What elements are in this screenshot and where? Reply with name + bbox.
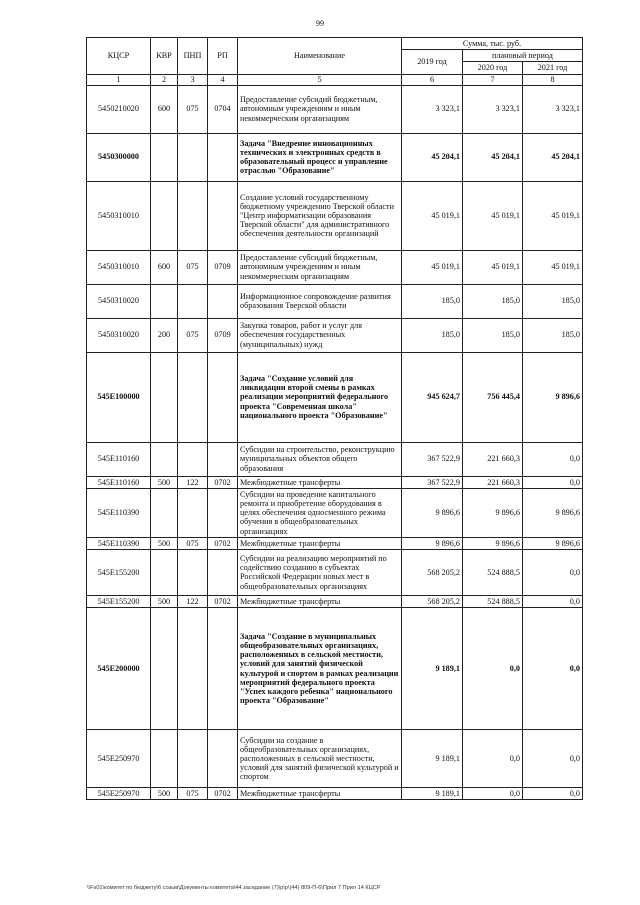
cell-2021: 9 896,6 [523, 488, 583, 537]
cell-name: Задача "Внедрение инновационных технических и электронных средств в образовательный процесс и управление отраслью "Образование" [238, 133, 402, 181]
cell-kvr: 600 [151, 85, 178, 133]
cell-rp [208, 608, 238, 730]
cell-kcsr: 545E250970 [87, 730, 151, 788]
header-kvr: КВР [151, 38, 178, 75]
table-row [87, 788, 583, 800]
cell-2021: 0,0 [523, 595, 583, 607]
cell-kvr: 500 [151, 537, 178, 549]
cell-kcsr: 545E110390 [87, 488, 151, 537]
table-header [87, 38, 583, 86]
budget-table [86, 37, 583, 800]
cell-kcsr: 5450210020 [87, 85, 151, 133]
cell-kvr [151, 730, 178, 788]
cell-rp [208, 549, 238, 595]
table-row [87, 250, 583, 284]
cell-2020: 9 896,6 [463, 537, 523, 549]
cell-2021: 185,0 [523, 318, 583, 352]
cell-rp [208, 442, 238, 476]
table-row [87, 352, 583, 442]
header-2021: 2021 год [523, 62, 583, 74]
cell-rp [208, 352, 238, 442]
cell-2021: 9 896,6 [523, 352, 583, 442]
cell-kcsr: 5450310010 [87, 181, 151, 250]
cell-name: Субсидии на создание в общеобразовательных организациях, расположенных в сельской местности, условий для занятий физической культурой и спортом [238, 730, 402, 788]
table-row [87, 133, 583, 181]
cell-pnp: 075 [178, 318, 208, 352]
cell-kvr: 600 [151, 250, 178, 284]
table-row [87, 549, 583, 595]
header-pnp: ПНП [178, 38, 208, 75]
cell-name: Субсидии на проведение капитального ремонта и приобретение оборудования в целях обеспечения односменного режима обучения в общеобразовательных организациях [238, 488, 402, 537]
cell-2020: 524 888,5 [463, 549, 523, 595]
table-row [87, 284, 583, 318]
cell-pnp [178, 488, 208, 537]
cell-2019: 185,0 [402, 284, 463, 318]
cell-kcsr: 545E110390 [87, 537, 151, 549]
table-row [87, 181, 583, 250]
column-number: 8 [523, 74, 583, 85]
cell-rp: 0702 [208, 537, 238, 549]
table-row [87, 595, 583, 607]
cell-pnp [178, 730, 208, 788]
cell-kcsr: 545E250970 [87, 788, 151, 800]
cell-pnp: 122 [178, 595, 208, 607]
cell-name: Межбюджетные трансферты [238, 537, 402, 549]
table-row [87, 608, 583, 730]
table-row [87, 730, 583, 788]
cell-2019: 45 019,1 [402, 181, 463, 250]
cell-name: Межбюджетные трансферты [238, 476, 402, 488]
table-row [87, 488, 583, 537]
cell-rp: 0702 [208, 595, 238, 607]
cell-kvr [151, 488, 178, 537]
header-rp: РП [208, 38, 238, 75]
header-2019: 2019 год [402, 50, 463, 74]
cell-kcsr: 5450310010 [87, 250, 151, 284]
cell-name: Предоставление субсидий бюджетным, автономным учреждениям и иным некоммерческим организациям [238, 85, 402, 133]
cell-name: Задача "Создание условий для ликвидации второй смены в рамках реализации мероприятий федерального проекта "Современная школа" национального проекта "Образование" [238, 352, 402, 442]
cell-2019: 367 522,9 [402, 442, 463, 476]
header-sum: Сумма, тыс. руб. [402, 38, 583, 50]
cell-kvr [151, 352, 178, 442]
cell-kvr: 200 [151, 318, 178, 352]
file-path-footer: \\Fs01\комитет по бюджету\6 созыв\Документы комитета\44 заседание (7)\p\р\(44) 809-П-6\Прил 7 Прил 14 КЦСР [87, 885, 381, 891]
cell-2019: 9 189,1 [402, 608, 463, 730]
cell-2020: 185,0 [463, 318, 523, 352]
page-number: 99 [316, 19, 324, 28]
cell-2020: 45 019,1 [463, 181, 523, 250]
cell-2020: 221 660,3 [463, 476, 523, 488]
cell-rp [208, 181, 238, 250]
cell-kvr [151, 442, 178, 476]
cell-pnp: 075 [178, 250, 208, 284]
header-2020: 2020 год [463, 62, 523, 74]
cell-rp [208, 488, 238, 537]
cell-name: Закупка товаров, работ и услуг для обеспечения государственных (муниципальных) нужд [238, 318, 402, 352]
cell-2020: 0,0 [463, 730, 523, 788]
cell-2021: 9 896,6 [523, 537, 583, 549]
cell-kvr: 500 [151, 476, 178, 488]
cell-pnp [178, 352, 208, 442]
cell-rp: 0702 [208, 788, 238, 800]
cell-kvr [151, 549, 178, 595]
cell-2020: 221 660,3 [463, 442, 523, 476]
cell-kcsr: 545E200000 [87, 608, 151, 730]
cell-2019: 45 019,1 [402, 250, 463, 284]
cell-2021: 185,0 [523, 284, 583, 318]
cell-2021: 45 019,1 [523, 181, 583, 250]
cell-kcsr: 545E100000 [87, 352, 151, 442]
cell-name: Создание условий государственному бюджетному учреждению Тверской области "Центр информатизации образования Тверской области" для административного обеспечения деятельности организаций [238, 181, 402, 250]
cell-2021: 3 323,1 [523, 85, 583, 133]
cell-kcsr: 5450310020 [87, 318, 151, 352]
cell-2020: 0,0 [463, 608, 523, 730]
cell-kvr [151, 133, 178, 181]
cell-2020: 45 019,1 [463, 250, 523, 284]
column-number: 5 [238, 74, 402, 85]
cell-2021: 45 204,1 [523, 133, 583, 181]
cell-pnp [178, 181, 208, 250]
cell-kcsr: 545E155200 [87, 549, 151, 595]
header-kcsr: КЦСР [87, 38, 151, 75]
table-row [87, 318, 583, 352]
cell-2021: 0,0 [523, 442, 583, 476]
cell-rp: 0702 [208, 476, 238, 488]
header-name: Наименование [238, 38, 402, 75]
cell-pnp [178, 133, 208, 181]
cell-2019: 9 896,6 [402, 488, 463, 537]
cell-2019: 367 522,9 [402, 476, 463, 488]
cell-2021: 45 019,1 [523, 250, 583, 284]
cell-name: Субсидии на строительство, реконструкцию муниципальных объектов общего образования [238, 442, 402, 476]
cell-2019: 945 624,7 [402, 352, 463, 442]
cell-rp [208, 730, 238, 788]
column-number: 7 [463, 74, 523, 85]
cell-pnp [178, 549, 208, 595]
cell-rp: 0709 [208, 250, 238, 284]
cell-2019: 9 896,6 [402, 537, 463, 549]
table-row [87, 476, 583, 488]
cell-pnp: 075 [178, 788, 208, 800]
cell-rp [208, 133, 238, 181]
cell-name: Предоставление субсидий бюджетным, автономным учреждениям и иным некоммерческим организациям [238, 250, 402, 284]
cell-2020: 0,0 [463, 788, 523, 800]
cell-rp: 0709 [208, 318, 238, 352]
cell-pnp: 075 [178, 537, 208, 549]
cell-2019: 3 323,1 [402, 85, 463, 133]
table-row [87, 537, 583, 549]
cell-2019: 568 205,2 [402, 595, 463, 607]
cell-name: Информационное сопровождение развития образования Тверской области [238, 284, 402, 318]
table-body [87, 85, 583, 800]
cell-kvr [151, 608, 178, 730]
cell-2019: 9 189,1 [402, 730, 463, 788]
cell-name: Задача "Создание в муниципальных общеобразовательных организациях, расположенных в сельской местности, условий для занятий физической культурой и спортом в рамках реализации мероприятий федерального проекта "Успех каждого ребенка" национального проекта "Образование" [238, 608, 402, 730]
cell-rp [208, 284, 238, 318]
cell-2020: 756 445,4 [463, 352, 523, 442]
cell-kvr: 500 [151, 595, 178, 607]
cell-2019: 9 189,1 [402, 788, 463, 800]
cell-2020: 185,0 [463, 284, 523, 318]
cell-2019: 568 205,2 [402, 549, 463, 595]
table-row [87, 85, 583, 133]
column-number: 2 [151, 74, 178, 85]
cell-kvr [151, 181, 178, 250]
cell-2020: 9 896,6 [463, 488, 523, 537]
cell-kvr [151, 284, 178, 318]
cell-pnp [178, 442, 208, 476]
cell-2021: 0,0 [523, 788, 583, 800]
column-numbers-row [87, 74, 583, 85]
cell-pnp: 075 [178, 85, 208, 133]
cell-kcsr: 545E110160 [87, 442, 151, 476]
cell-2021: 0,0 [523, 549, 583, 595]
cell-2020: 45 204,1 [463, 133, 523, 181]
cell-kcsr: 5450310020 [87, 284, 151, 318]
table-row [87, 442, 583, 476]
cell-kcsr: 545E110160 [87, 476, 151, 488]
cell-kcsr: 5450300000 [87, 133, 151, 181]
cell-2021: 0,0 [523, 608, 583, 730]
cell-rp: 0704 [208, 85, 238, 133]
cell-pnp [178, 608, 208, 730]
cell-2021: 0,0 [523, 730, 583, 788]
header-plan-period: плановый период [463, 50, 583, 62]
cell-name: Субсидии на реализацию мероприятий по содействию созданию в субъектах Российской Федерации новых мест в общеобразовательных организациях [238, 549, 402, 595]
column-number: 4 [208, 74, 238, 85]
cell-pnp: 122 [178, 476, 208, 488]
cell-kcsr: 545E155200 [87, 595, 151, 607]
column-number: 1 [87, 74, 151, 85]
cell-pnp [178, 284, 208, 318]
column-number: 3 [178, 74, 208, 85]
cell-2021: 0,0 [523, 476, 583, 488]
cell-2020: 524 888,5 [463, 595, 523, 607]
cell-kvr: 500 [151, 788, 178, 800]
cell-name: Межбюджетные трансферты [238, 595, 402, 607]
cell-2019: 45 204,1 [402, 133, 463, 181]
cell-2019: 185,0 [402, 318, 463, 352]
column-number: 6 [402, 74, 463, 85]
cell-2020: 3 323,1 [463, 85, 523, 133]
cell-name: Межбюджетные трансферты [238, 788, 402, 800]
